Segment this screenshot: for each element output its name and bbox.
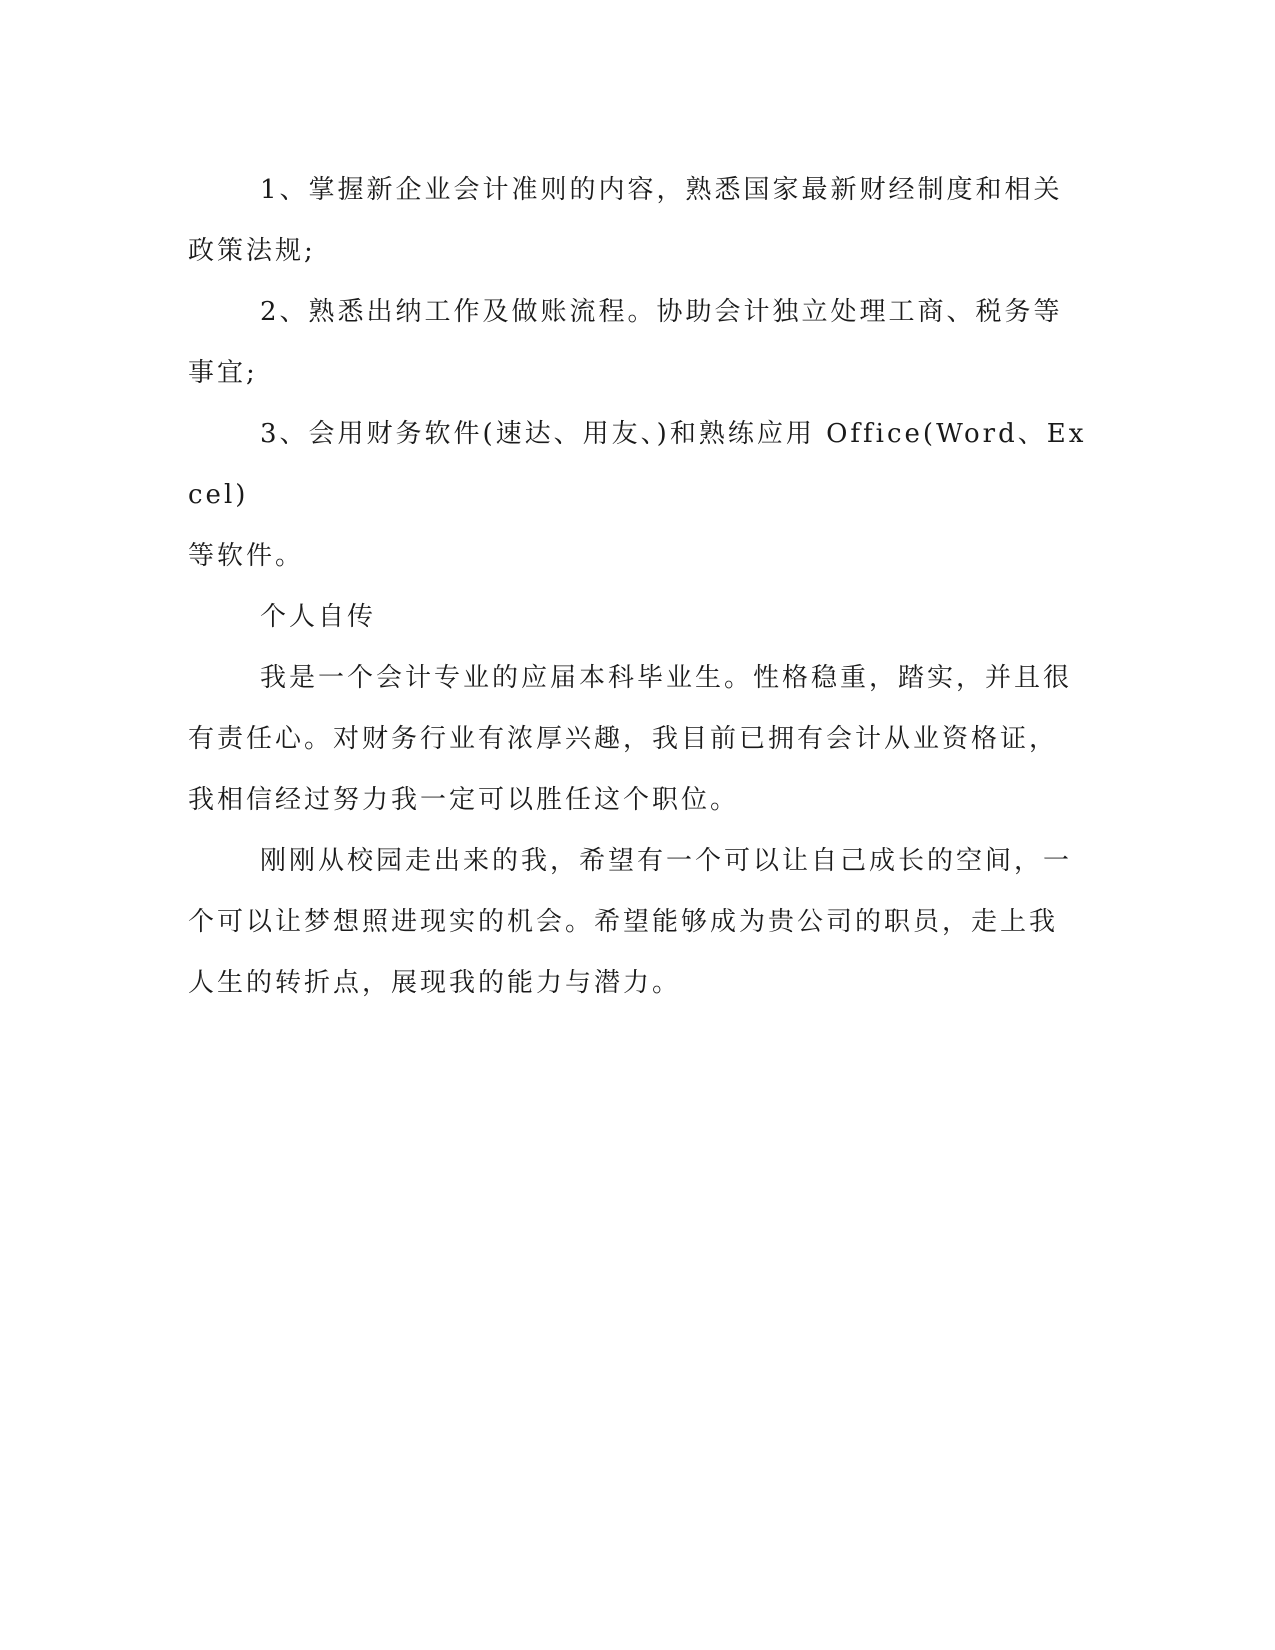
text-line: 刚刚从校园走出来的我，希望有一个可以让自己成长的空间，一 bbox=[260, 846, 1073, 876]
text-line: 3、会用财务软件(速达、用友、)和熟练应用 Office(Word、Excel) bbox=[188, 419, 1087, 510]
text-line: 有责任心。对财务行业有浓厚兴趣，我目前已拥有会计从业资格证， bbox=[188, 724, 1059, 754]
text-line: 个可以让梦想照进现实的机会。希望能够成为贵公司的职员，走上我 bbox=[188, 907, 1059, 937]
text-line: 我相信经过努力我一定可以胜任这个职位。 bbox=[188, 785, 740, 815]
autobiography-paragraph-1 bbox=[188, 648, 1088, 831]
requirement-item-3 bbox=[188, 404, 1088, 587]
text-line: 1、掌握新企业会计准则的内容，熟悉国家最新财经制度和相关 bbox=[260, 175, 1063, 205]
text-line: 等软件。 bbox=[188, 541, 305, 571]
autobiography-paragraph-2 bbox=[188, 831, 1088, 1014]
text-line: 人生的转折点，展现我的能力与潜力。 bbox=[188, 968, 682, 998]
text-line: 事宜; bbox=[188, 358, 258, 388]
section-heading bbox=[188, 587, 1088, 648]
document-body bbox=[188, 160, 1088, 1014]
text-line: 个人自传 bbox=[260, 602, 377, 632]
requirement-item-2 bbox=[188, 282, 1088, 404]
requirement-item-1 bbox=[188, 160, 1088, 282]
text-line: 政策法规; bbox=[188, 236, 316, 266]
text-line: 我是一个会计专业的应届本科毕业生。性格稳重，踏实，并且很 bbox=[260, 663, 1073, 693]
text-line: 2、熟悉出纳工作及做账流程。协助会计独立处理工商、税务等 bbox=[260, 297, 1063, 327]
